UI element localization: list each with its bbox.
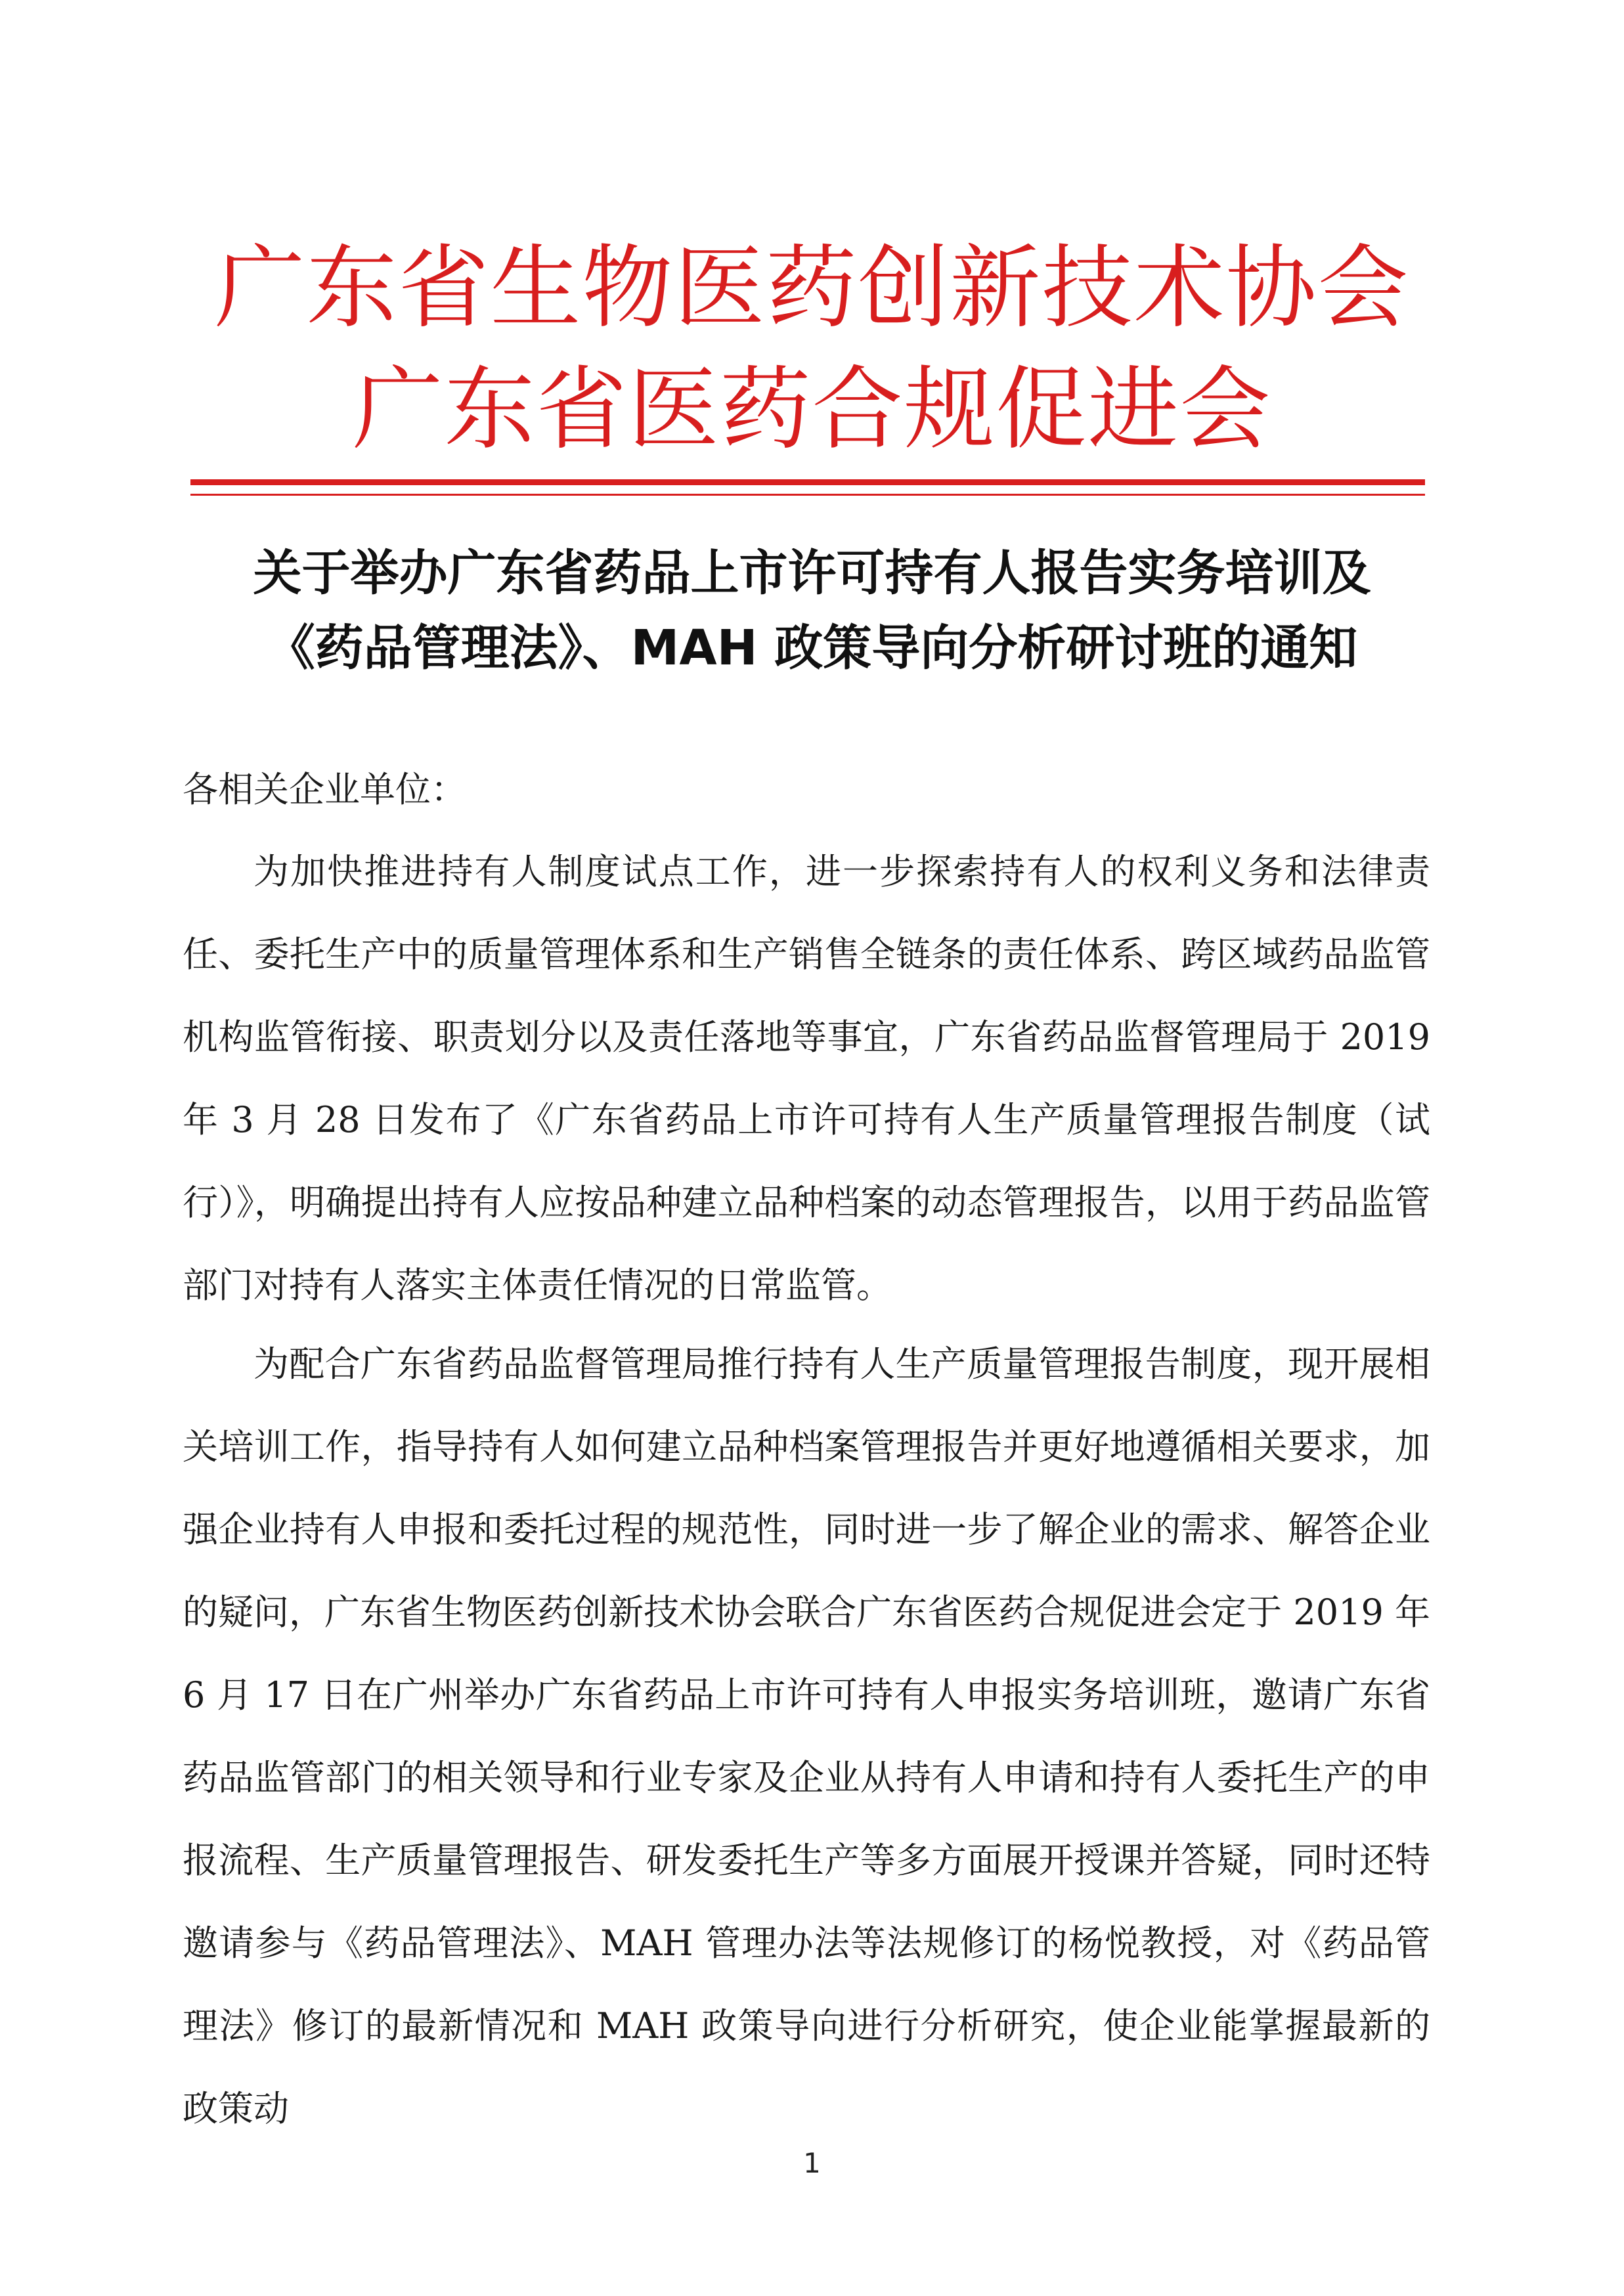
notice-title-line-1: 关于举办广东省药品上市许可持有人报告实务培训及 [253,545,1371,601]
header-divider-thick [190,479,1425,485]
page-number: 1 [803,2147,821,2179]
notice-title-line-2: 《药品管理法》、MAH 政策导向分析研讨班的通知 [266,620,1358,676]
salutation: 各相关企业单位： [183,769,466,810]
body-paragraph: 为配合广东省药品监督管理局推行持有人生产质量管理报告制度，现开展相关培训工作，指导持有人如何建立品种档案管理报告并更好地遵循相关要求，加强企业持有人申报和委托过程的规范性，同时进一步了解企业的需求、解答企业的疑问，广东省生物医药创新技术协会联合广东省医药合规促进会定于 2019 年 6 月 17 日在广州举办广东省药品上市许可持有人申报实务培训班，邀请广东省药品监管部门的相关领导和行业专家及企业从持有人申请和持有人委托生产的申报流程、生产质量管理报告、研发委托生产等多方面展开授课并答疑，同时还特邀请参与《药品管理法》、MAH 管理办法等法规修订的杨悦教授，对《药品管理法》修订的最新情况和 MAH 政策导向进行分析研究，使企业能掌握最新的政策动 [183,1343,1430,2129]
organization-name-2: 广东省医药合规促进会 [352,357,1272,462]
organization-name-1: 广东省生物医药创新技术协会 [214,235,1410,341]
header-divider-thin [190,494,1425,496]
body-paragraph: 为加快推进持有人制度试点工作，进一步探索持有人的权利义务和法律责任、委托生产中的质量管理体系和生产销售全链条的责任体系、跨区域药品监管机构监管衔接、职责划分以及责任落地等事宜，广东省药品监督管理局于 2019 年 3 月 28 日发布了《广东省药品上市许可持有人生产质量管理报告制度（试行）》，明确提出持有人应按品种建立品种档案的动态管理报告，以用于药品监管部门对持有人落实主体责任情况的日常监管。 [183,851,1430,1306]
